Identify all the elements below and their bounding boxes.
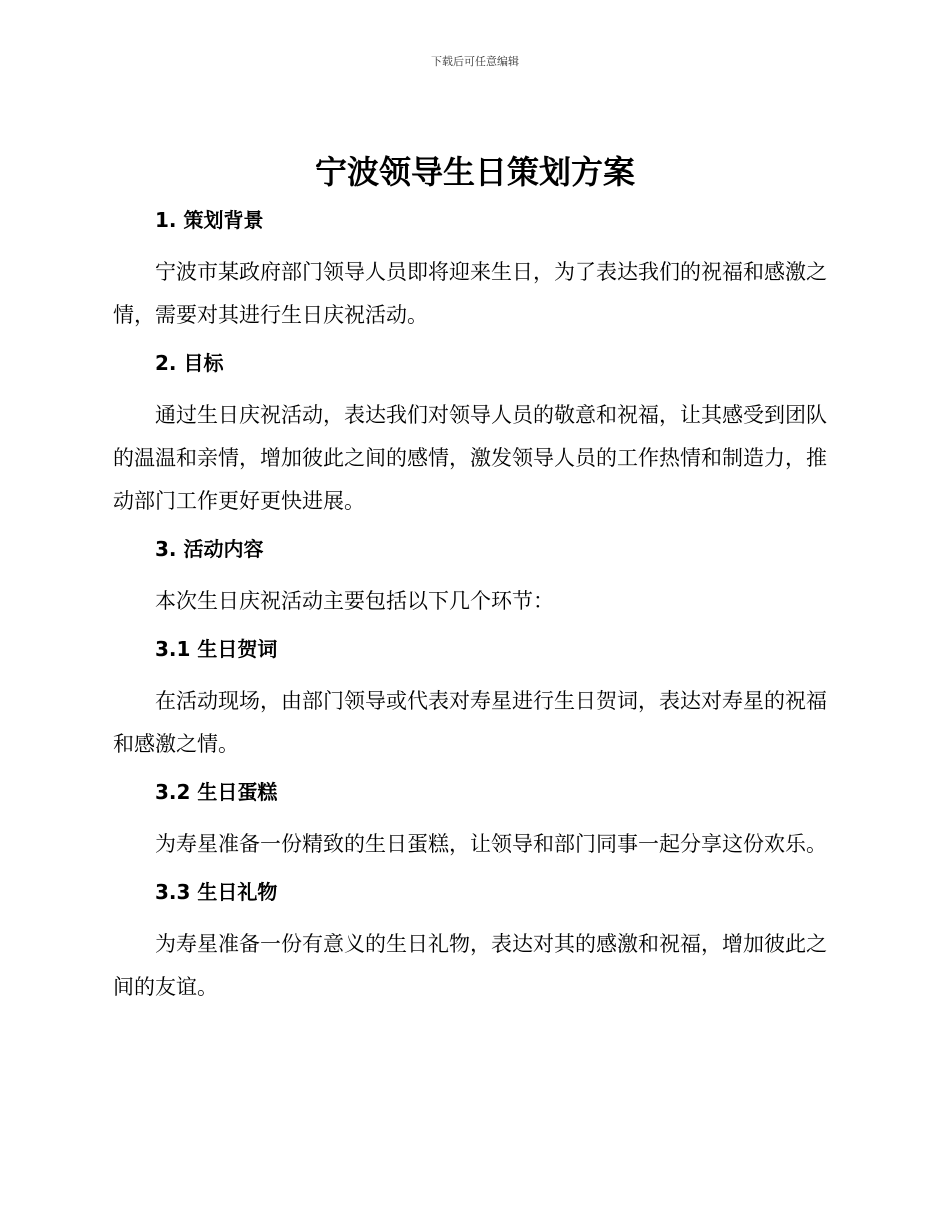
section-paragraph: 本次生日庆祝活动主要包括以下几个环节： xyxy=(155,589,554,613)
section-goal xyxy=(113,345,833,531)
document-body xyxy=(113,202,833,1009)
section-heading: 3.3 生日礼物 xyxy=(155,880,278,904)
section-heading: 3.1 生日贺词 xyxy=(155,637,278,661)
section-paragraph: 为寿星准备一份有意义的生日礼物，表达对其的感激和祝福，增加彼此之间的友谊。 xyxy=(113,932,827,999)
section-birthday-speech xyxy=(113,631,833,774)
section-paragraph: 宁波市某政府部门领导人员即将迎来生日，为了表达我们的祝福和感激之情，需要对其进行生日庆祝活动。 xyxy=(113,260,827,327)
page-header: 下载后可任意编辑 xyxy=(431,55,519,68)
section-heading: 3.2 生日蛋糕 xyxy=(155,780,278,804)
section-birthday-cake xyxy=(113,774,833,874)
section-heading: 1. 策划背景 xyxy=(155,208,264,232)
document-title: 宁波领导生日策划方案 xyxy=(314,153,635,191)
section-paragraph: 为寿星准备一份精致的生日蛋糕，让领导和部门同事一起分享这份欢乐。 xyxy=(155,832,827,856)
section-paragraph: 在活动现场，由部门领导或代表对寿星进行生日贺词，表达对寿星的祝福和感激之情。 xyxy=(113,689,827,756)
section-heading: 3. 活动内容 xyxy=(155,537,264,561)
section-activity-content xyxy=(113,531,833,631)
section-heading: 2. 目标 xyxy=(155,351,224,375)
section-paragraph: 通过生日庆祝活动，表达我们对领导人员的敬意和祝福，让其感受到团队的温温和亲情，增加彼此之间的感情，激发领导人员的工作热情和制造力，推动部门工作更好更快进展。 xyxy=(113,403,827,513)
section-background xyxy=(113,202,833,345)
section-birthday-gift xyxy=(113,874,833,1009)
